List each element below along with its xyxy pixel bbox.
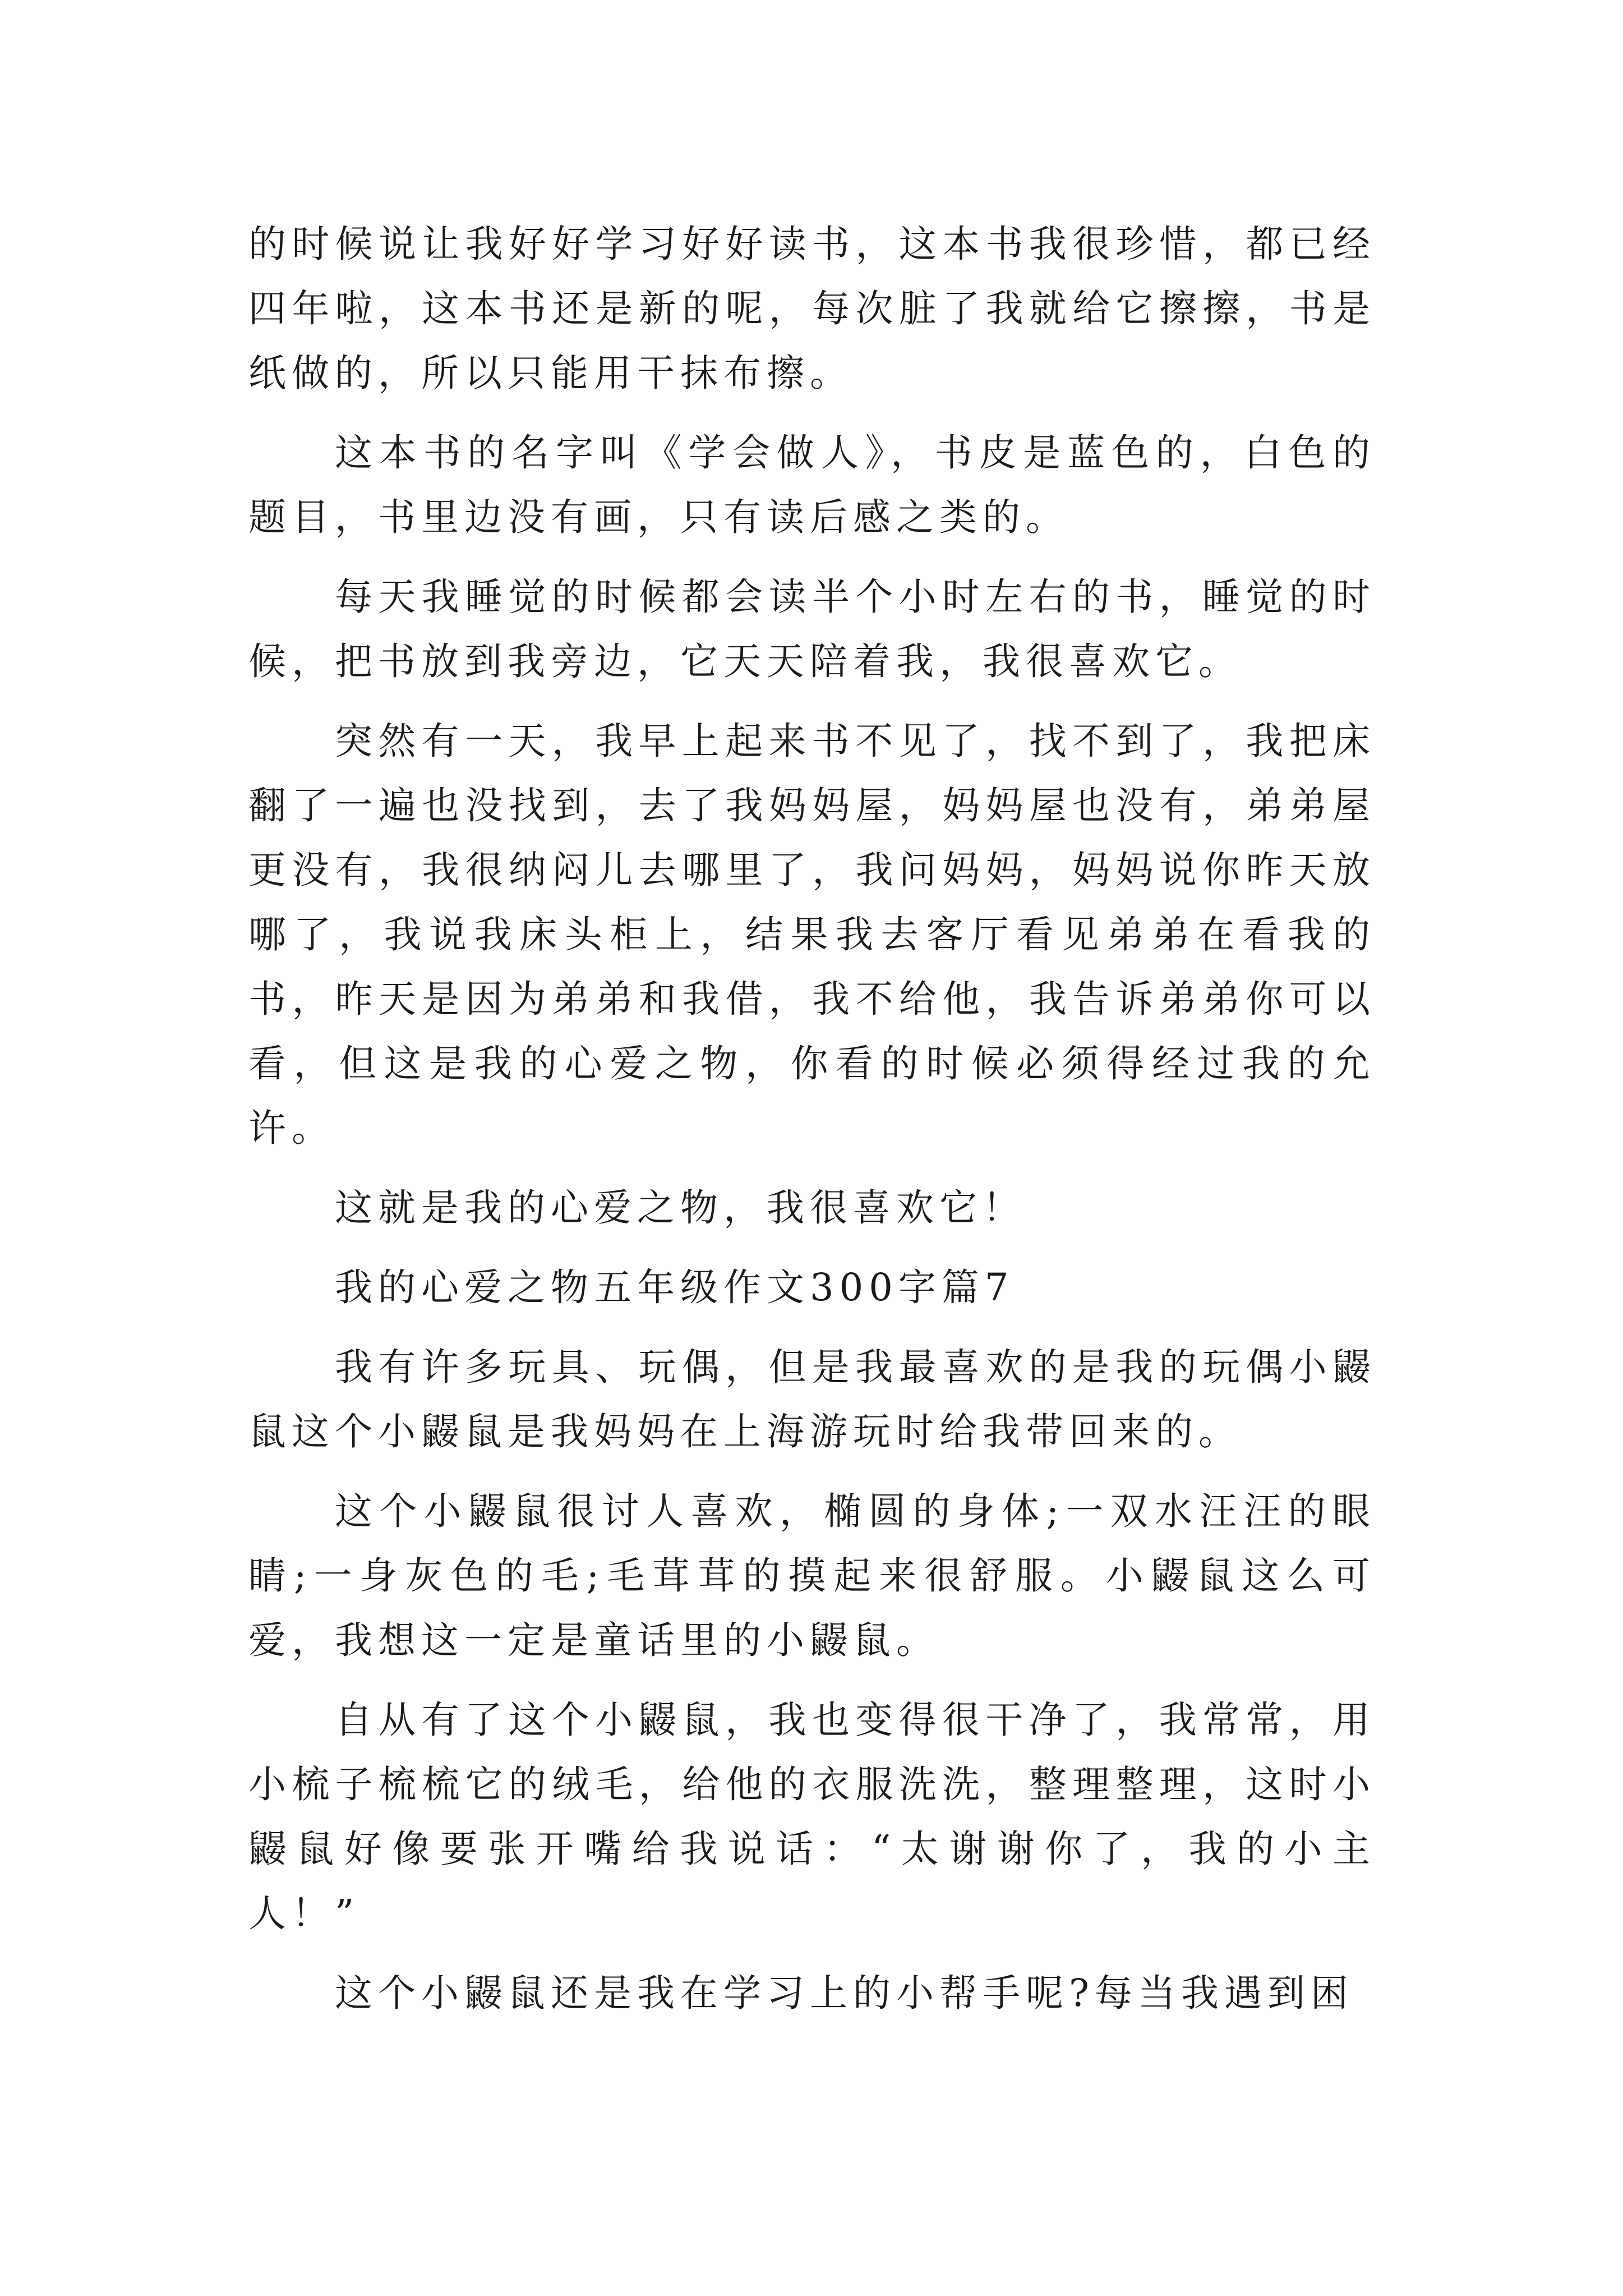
paragraph-1: 的时候说让我好好学习好好读书，这本书我很珍惜，都已经四年啦，这本书还是新的呢，每次脏了我就给它擦擦，书是纸做的，所以只能用干抹布擦。 bbox=[248, 222, 1376, 395]
paragraph-10: 这个小鼹鼠还是我在学习上的小帮手呢?每当我遇到困 bbox=[335, 1971, 1354, 2015]
paragraph-2: 这本书的名字叫《学会做人》，书皮是蓝色的，白色的题目，书里边没有画，只有读后感之类的。 bbox=[248, 431, 1376, 539]
paragraph-8: 这个小鼹鼠很讨人喜欢，椭圆的身体;一双水汪汪的眼睛;一身灰色的毛;毛茸茸的摸起来很舒服。小鼹鼠这么可爱，我想这一定是童话里的小鼹鼠。 bbox=[248, 1489, 1376, 1662]
section-heading: 我的心爱之物五年级作文300字篇7 bbox=[335, 1266, 1015, 1309]
paragraph-7: 我有许多玩具、玩偶，但是我最喜欢的是我的玩偶小鼹鼠这个小鼹鼠是我妈妈在上海游玩时给我带回来的。 bbox=[248, 1345, 1376, 1453]
document-body bbox=[248, 212, 1376, 2041]
paragraph-9: 自从有了这个小鼹鼠，我也变得很干净了，我常常，用小梳子梳梳它的绒毛，给他的衣服洗洗，整理整理，这时小鼹鼠好像要张开嘴给我说话：“太谢谢你了，我的小主人！” bbox=[248, 1698, 1376, 1935]
paragraph-3: 每天我睡觉的时候都会读半个小时左右的书，睡觉的时候，把书放到我旁边，它天天陪着我，我很喜欢它。 bbox=[248, 575, 1376, 683]
paragraph-4: 突然有一天，我早上起来书不见了，找不到了，我把床翻了一遍也没找到，去了我妈妈屋，妈妈屋也没有，弟弟屋更没有，我很纳闷儿去哪里了，我问妈妈，妈妈说你昨天放哪了，我说我床头柜上，结果我去客厅看见弟弟在看我的书，昨天是因为弟弟和我借，我不给他，我告诉弟弟你可以看，但这是我的心爱之物，你看的时候必须得经过我的允许。 bbox=[248, 719, 1376, 1150]
paragraph-5: 这就是我的心爱之物，我很喜欢它！ bbox=[335, 1186, 1026, 1230]
